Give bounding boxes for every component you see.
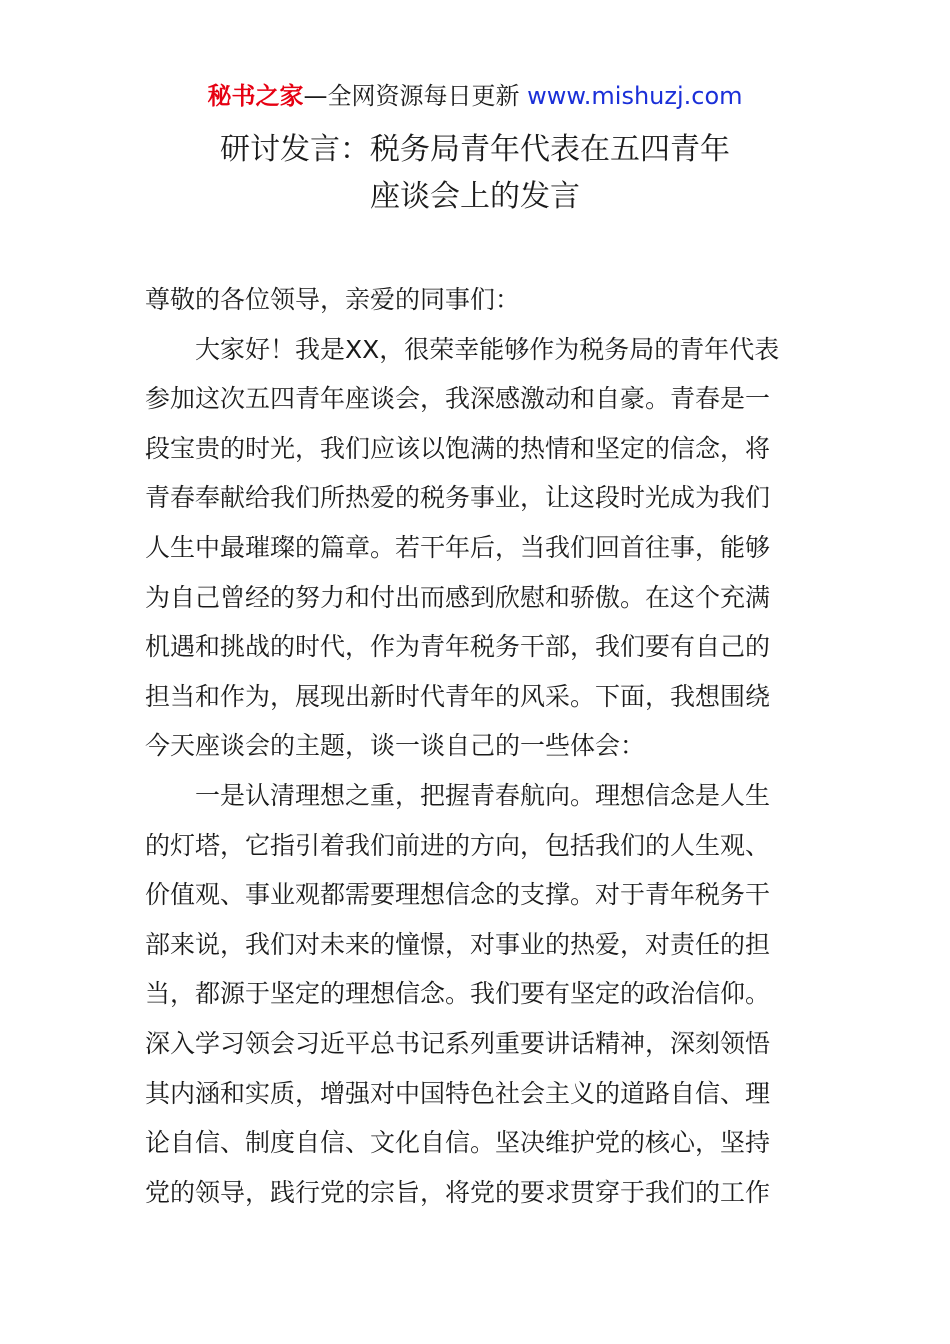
paragraph-line: 一是认清理想之重，把握青春航向。理想信念是人生 (195, 780, 771, 810)
paragraph-line: 的灯塔，它指引着我们前进的方向，包括我们的人生观、 (145, 830, 771, 860)
paragraph-line: 大家好！我是XX，很荣幸能够作为税务局的青年代表 (195, 334, 780, 364)
paragraph-line: 价值观、事业观都需要理想信念的支撑。对于青年税务干 (145, 880, 771, 910)
salutation: 尊敬的各位领导，亲爱的同事们： (145, 285, 521, 314)
paragraph-line: 机遇和挑战的时代，作为青年税务干部，我们要有自己的 (145, 632, 771, 662)
paragraph-line: 部来说，我们对未来的憧憬，对事业的热爱，对责任的担 (145, 929, 771, 959)
paragraph-line: 其内涵和实质，增强对中国特色社会主义的道路自信、理 (145, 1078, 771, 1108)
site-banner (0, 80, 950, 112)
paragraph-line: 人生中最璀璨的篇章。若干年后，当我们回首往事，能够 (145, 532, 771, 562)
document-title (0, 126, 950, 220)
paragraph-line: 为自己曾经的努力和付出而感到欣慰和骄傲。在这个充满 (145, 582, 771, 612)
title-line-1: 研讨发言：税务局青年代表在五四青年 (220, 132, 730, 167)
paragraph-line: 段宝贵的时光，我们应该以饱满的热情和坚定的信念，将 (145, 433, 771, 463)
brand-name: 秘书之家 (207, 82, 304, 110)
paragraph-line: 担当和作为，展现出新时代青年的风采。下面，我想围绕 (145, 681, 771, 711)
paragraph-line: 今天座谈会的主题，谈一谈自己的一些体会： (145, 731, 646, 761)
banner-tagline: —全网资源每日更新 (303, 82, 528, 110)
paragraph-line: 深入学习领会习近平总书记系列重要讲话精神，深刻领悟 (145, 1028, 771, 1058)
paragraph-line: 论自信、制度自信、文化自信。坚决维护党的核心，坚持 (145, 1128, 771, 1158)
site-url-link[interactable]: www.mishuzj.com (527, 82, 743, 110)
paragraph-line: 青春奉献给我们所热爱的税务事业，让这段时光成为我们 (145, 483, 771, 513)
paragraph-line: 当，都源于坚定的理想信念。我们要有坚定的政治信仰。 (145, 979, 771, 1009)
document-body (145, 275, 810, 1217)
title-line-2: 座谈会上的发言 (370, 179, 580, 214)
paragraph-line: 参加这次五四青年座谈会，我深感激动和自豪。青春是一 (145, 384, 771, 414)
paragraph-line: 党的领导，践行党的宗旨，将党的要求贯穿于我们的工作 (145, 1177, 771, 1207)
